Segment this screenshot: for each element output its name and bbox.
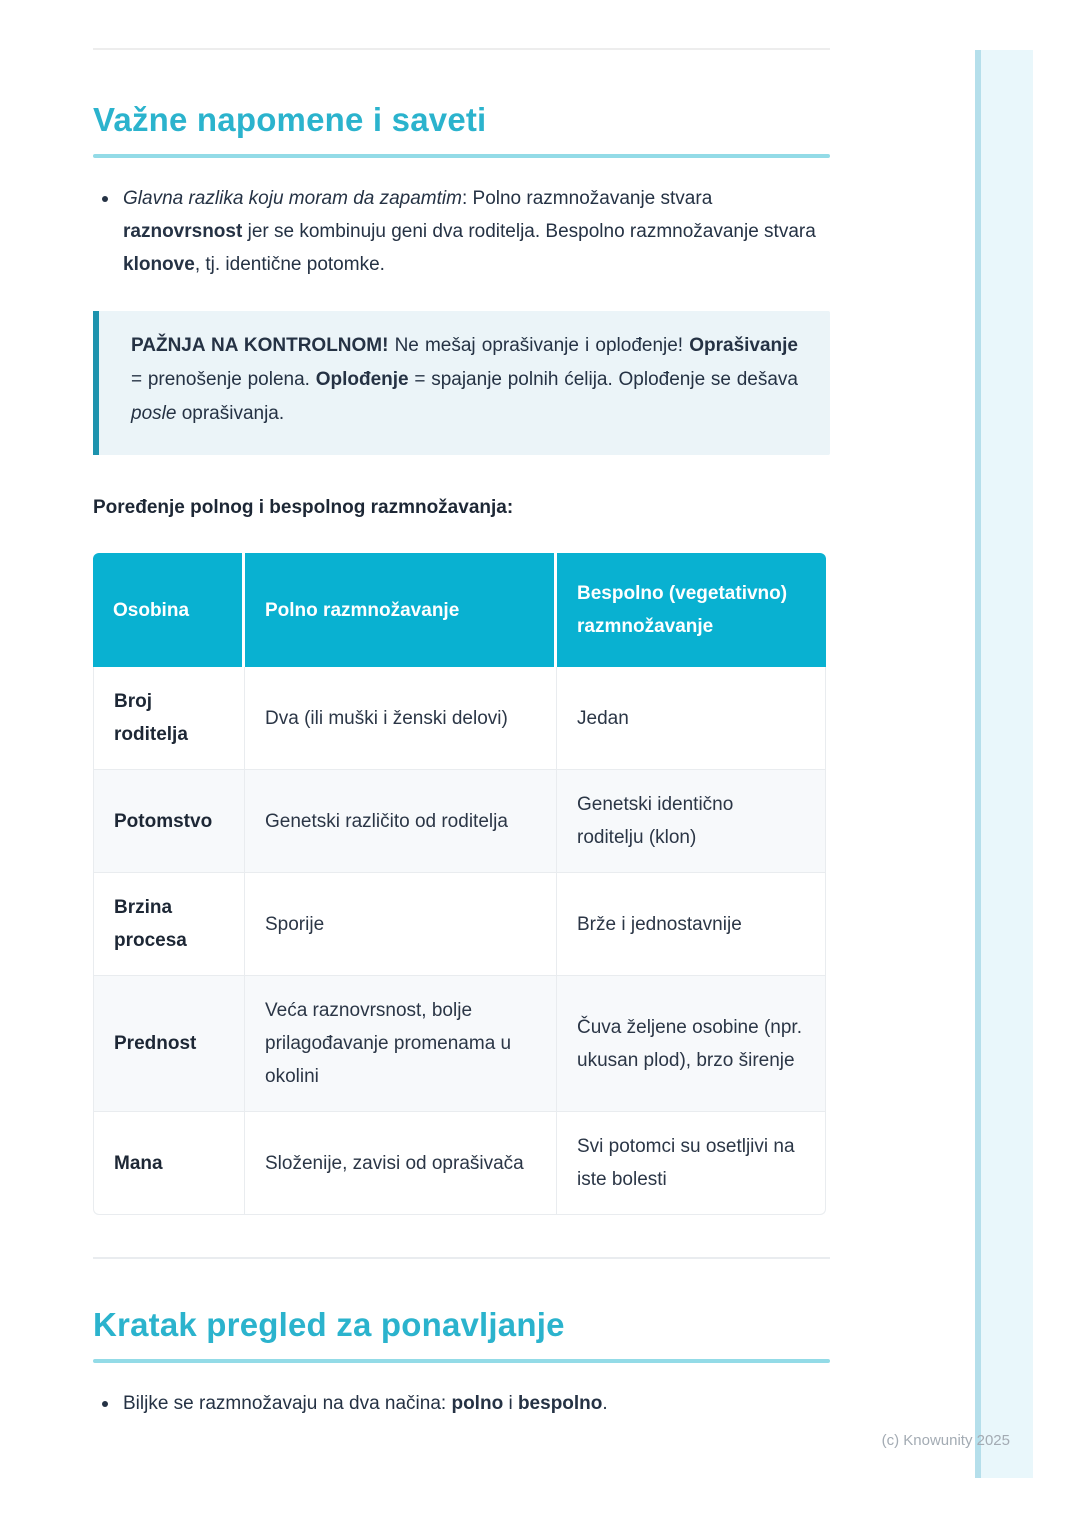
cell-asexual: Svi potomci su osetljivi na iste bolesti — [557, 1112, 826, 1215]
cell-sexual: Genetski različito od roditelja — [245, 770, 557, 873]
cell-asexual: Genetski identično roditelju (klon) — [557, 770, 826, 873]
comparison-table-intro: Poređenje polnog i bespolnog razmnožavanja: — [93, 497, 514, 518]
comparison-table — [93, 553, 826, 1215]
cell-feature: Mana — [93, 1112, 245, 1215]
page-content — [93, 0, 830, 1420]
callout-warning-label: PAŽNJA NA KONTROLNOM! — [131, 335, 389, 356]
notes-bullet-list — [93, 182, 830, 281]
column-header-feature: Osobina — [93, 553, 245, 667]
cell-sexual: Složenije, zavisi od oprašivača — [245, 1112, 557, 1215]
warning-callout — [93, 311, 830, 455]
table-header — [93, 553, 826, 667]
cell-asexual: Čuva željene osobine (npr. ukusan plod), brzo širenje — [557, 976, 826, 1112]
table-row — [93, 770, 826, 873]
table-row — [93, 873, 826, 976]
cell-feature: Broj roditelja — [93, 667, 245, 770]
cell-feature: Prednost — [93, 976, 245, 1112]
cell-sexual: Sporije — [245, 873, 557, 976]
list-item: Biljke se razmnožavaju na dva načina: polno i bespolno. — [93, 1387, 830, 1420]
cell-asexual: Jedan — [557, 667, 826, 770]
title-underline — [93, 154, 830, 158]
page-title: Važne napomene i saveti — [93, 101, 487, 138]
list-item: Glavna razlika koju moram da zapamtim: Polno razmnožavanje stvara raznovrsnost jer se kombinuju geni dva roditelja. Bespolno razmnožavanje stvara klonove, tj. identične potomke. — [93, 182, 830, 281]
table-row — [93, 667, 826, 770]
column-header-sexual: Polno razmnožavanje — [245, 553, 557, 667]
table-row — [93, 1112, 826, 1215]
copyright-notice: (c) Knowunity 2025 — [881, 1432, 1010, 1449]
cell-feature: Potomstvo — [93, 770, 245, 873]
bullet-italic-lead: Glavna razlika koju moram da zapamtim — [123, 188, 462, 209]
review-section-title: Kratak pregled za ponavljanje — [93, 1306, 565, 1343]
column-header-asexual: Bespolno (vegetativno) razmnožavanje — [557, 553, 826, 667]
top-section-divider — [93, 48, 830, 50]
title-underline — [93, 1359, 830, 1363]
cell-feature: Brzina procesa — [93, 873, 245, 976]
review-bullet-list — [93, 1387, 830, 1420]
cell-asexual: Brže i jednostavnije — [557, 873, 826, 976]
warning-callout-text: PAŽNJA NA KONTROLNOM! Ne mešaj oprašivanje i oplođenje! Oprašivanje = prenošenje polena. Oplođenje = spajanje polnih ćelija. Oplođenje se dešava posle oprašivanja. — [131, 335, 798, 424]
right-margin-strip — [975, 50, 1033, 1478]
section-divider — [93, 1257, 830, 1259]
cell-sexual: Dva (ili muški i ženski delovi) — [245, 667, 557, 770]
table-row — [93, 976, 826, 1112]
cell-sexual: Veća raznovrsnost, bolje prilagođavanje promenama u okolini — [245, 976, 557, 1112]
